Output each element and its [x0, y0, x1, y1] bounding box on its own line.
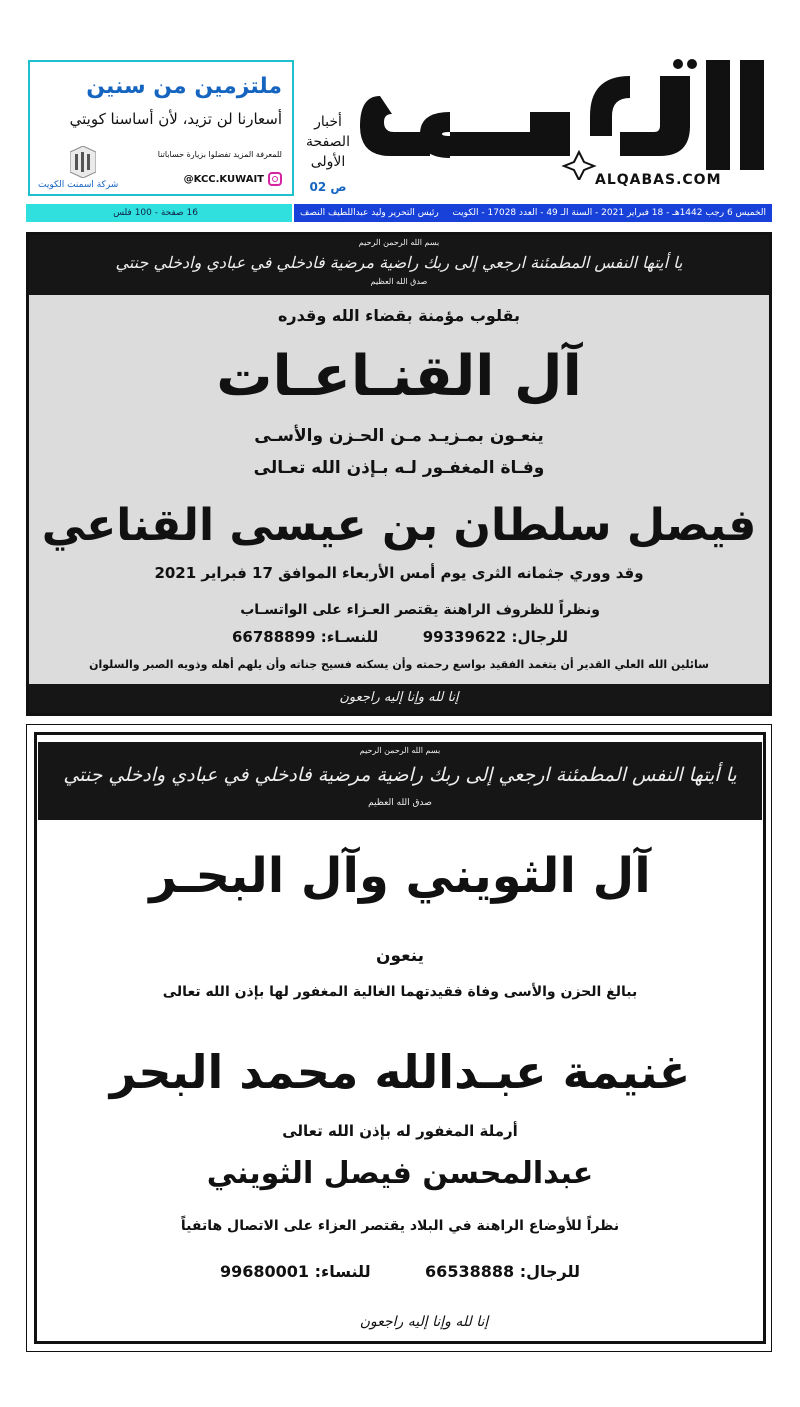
notice2-verse: يا أيتها النفس المطمئنة ارجعي إلى ربك راضية مرضية فادخلي في عبادي وادخلي جنتي	[63, 764, 737, 786]
notice2-phones	[220, 1262, 580, 1281]
notice2-men	[425, 1262, 580, 1281]
notice1-women	[232, 628, 378, 646]
ad-box[interactable]	[28, 60, 294, 196]
ad-instagram[interactable]	[184, 172, 282, 186]
notice1-header	[29, 235, 769, 295]
notice1-prayer: سائلين الله العلي القدير أن يتغمد الفقيد بواسع رحمته وأن يسكنه فسيح جناته وأن يلهم أهله وذويه الصبر والسلوان	[89, 658, 709, 671]
ad-company-name: شركة اسمنت الكويت	[38, 180, 119, 190]
notice1-men-phone[interactable]: 99339622	[422, 628, 507, 646]
notice1-mourn1: ينعـون بمـزيـد مـن الحـزن والأسـى	[254, 426, 544, 446]
notice2-mourn: ينعون	[375, 946, 425, 966]
notice2-women-label: للنساء:	[314, 1262, 371, 1281]
notice2-basmala: بسم الله الرحمن الرحيم	[359, 746, 441, 755]
notice1-condolence: ونظراً للظروف الراهنة يقتصر العـزاء على الواتسـاب	[240, 602, 600, 618]
notice1-men-label: للرجال:	[511, 628, 568, 646]
notice1-burial: وقد ووري جثمانه الثرى يوم أمس الأربعاء الموافق 17 فبراير 2021	[154, 564, 644, 582]
price-bar	[26, 204, 292, 222]
ad-instagram-handle: @KCC.KUWAIT	[183, 173, 264, 185]
notice1-verse: يا أيتها النفس المطمئنة ارجعي إلى ربك راضية مرضية فادخلي في عبادي وادخلي جنتي	[115, 253, 683, 272]
notice2-sadaq: صدق الله العظيم	[368, 798, 432, 808]
notice1-mourn2: وفـاة المغفـور لـه بـإذن الله تعـالى	[253, 458, 545, 478]
notice1-intro: بقلوب مؤمنة بقضاء الله وقدره	[277, 306, 521, 325]
notice2-family: آل الثويني وآل البحـر	[149, 848, 651, 904]
notice2-deceased: غنيمة عبـدالله محمد البحر	[109, 1045, 691, 1099]
notice2-mourn2: ببالغ الحزن والأسى وفاة فقيدتهما الغالية المغفور لها بإذن الله تعالى	[162, 984, 638, 1000]
notice1-phones	[232, 628, 568, 646]
notice1-sadaq: صدق الله العظيم	[370, 277, 428, 286]
date-bar	[294, 204, 772, 222]
notice2-header	[38, 742, 762, 820]
notice2-footer	[304, 1306, 544, 1340]
ad-small-text: للمعرفة المزيد تفضلوا بزيارة حساباتنا	[157, 150, 282, 159]
price-text: 16 صفحة - 100 فلس	[113, 208, 198, 218]
notice2-widow: أرملة المغفور له بإذن الله تعالى	[282, 1122, 518, 1140]
notice2-men-phone[interactable]: 66538888	[425, 1262, 515, 1281]
notice1-women-label: للنسـاء:	[320, 628, 379, 646]
notice1-women-phone[interactable]: 66788899	[232, 628, 316, 646]
notice1-deceased: فيصل سلطان بن عيسى القناعي	[41, 500, 757, 551]
site-url[interactable]: ALQABAS.COM	[595, 172, 722, 188]
front-line3: الأولى	[310, 154, 346, 170]
notice2-women	[220, 1262, 371, 1281]
notice2-husband: عبدالمحسن فيصل الثويني	[206, 1156, 594, 1191]
notice1-footer	[29, 684, 769, 713]
front-line2: الصفحة	[306, 134, 350, 150]
date-text: الخميس 6 رجب 1442هـ - 18 فبراير 2021 - السنة الـ 49 - العدد 17028 - الكويت	[452, 208, 766, 218]
notice2-condolence: نظراً للأوضاع الراهنة في البلاد يقتصر العزاء على الاتصال هاتفياً	[180, 1218, 620, 1234]
notice1-family: آل القنـاعـات	[216, 344, 582, 409]
ad-slogan: أسعارنا لن تزيد، لأن أساسنا كويتي	[69, 110, 282, 128]
notice1-men	[423, 628, 568, 646]
notice2-men-label: للرجال:	[519, 1262, 580, 1281]
front-page-number: ص 02	[309, 180, 347, 194]
obituary-notice-2	[34, 732, 766, 1344]
notice2-women-phone[interactable]: 99680001	[220, 1262, 310, 1281]
masthead-logo	[360, 56, 780, 180]
notice1-basmala: بسم الله الرحمن الرحيم	[358, 238, 440, 247]
ad-title: ملتزمين من سنين	[86, 74, 282, 99]
instagram-icon	[268, 172, 282, 186]
editor-text: رئيس التحرير وليد عبداللطيف النصف	[300, 208, 439, 218]
notice1-footer-text: إنا لله وإنا إليه راجعون	[339, 690, 459, 705]
front-page-label	[300, 112, 356, 172]
cement-company-logo-icon	[70, 146, 96, 178]
front-line1: أخبار	[314, 114, 342, 130]
notice2-footer-text: إنا لله وإنا إليه راجعون	[359, 1314, 489, 1330]
